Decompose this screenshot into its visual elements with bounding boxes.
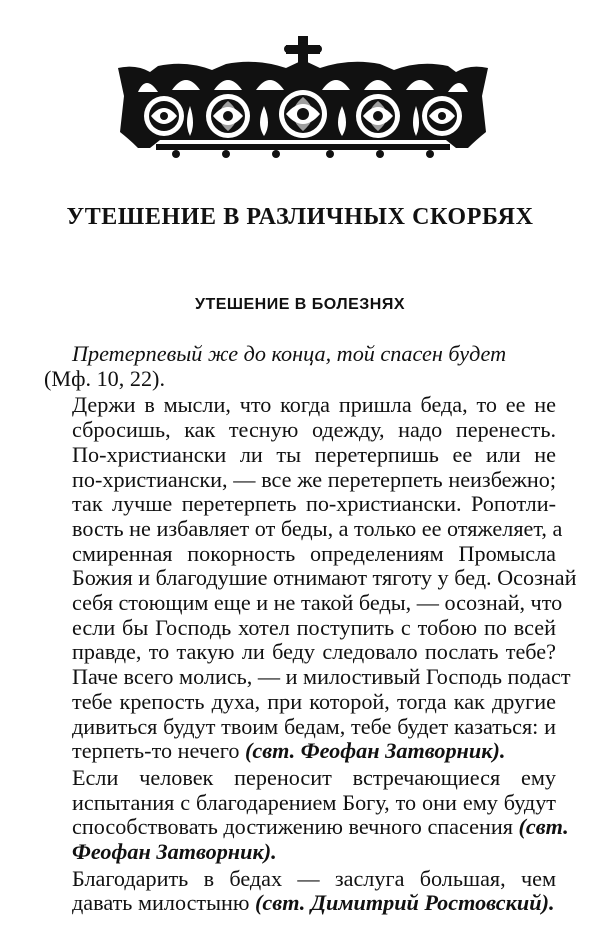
body-text [44,341,577,916]
text-line: дивиться будут твоим бедам, тебе будет казаться: и [72,713,556,739]
paragraph [44,392,577,764]
text-line: правде, то такую ли беду следовало послать тебе? [72,639,556,665]
text-line: тебе крепость духа, при которой, тогда как другие [72,688,556,714]
ornamental-headpiece [116,36,490,162]
text-fragment: давать милостыню [72,890,250,916]
text-line: Держи в мысли, что когда пришла беда, то ее не [72,392,556,418]
text-line: Если человек переносит встречающиеся ему [72,764,556,790]
section-title: УТЕШЕНИЕ В БОЛЕЗНЯХ [194,296,405,313]
text-line [44,840,556,865]
text-line: по-христиански, — все же перетерпеть неизбежно; [72,466,556,492]
text-line: испытания с благодарением Богу, то они ему будут [72,789,556,815]
text-fragment: способствовать достижению вечного спасения [72,814,513,840]
text-line: Благодарить в бедах — заслуга большая, чем [72,865,556,891]
chapter-title: УТЕШЕНИЕ В РАЗЛИЧНЫХ СКОРБЯХ [66,204,534,230]
citation: (свт. [518,814,569,840]
text-line [44,891,556,916]
text-line: сбросишь, как тесную одежду, надо перенесть. [72,417,556,443]
citation: Феофан Затворник). [72,839,277,865]
citation: (свт. Димитрий Ростовский). [255,890,555,916]
epigraph-reference: (Мф. 10, 22). [44,365,165,391]
book-page [44,0,577,938]
text-line: если бы Господь хотел поступить с тобою по всей [72,614,556,640]
citation: (свт. Феофан Затворник). [244,738,506,764]
text-line: себя стоющим еще и не такой беды, — осознай, что [72,590,563,616]
epigraph-quote: Претерпевый же до конца, той спасен будет [72,341,507,366]
text-line: вость не избавляет от беды, а только ее отяжеляет, а [72,515,563,541]
paragraph [44,764,569,865]
text-line: Паче всего молись, — и милостивый Господь подаст [72,664,571,690]
text-line [44,814,569,840]
text-line [44,739,556,764]
text-line: По-христиански ли ты перетерпишь ее или не [72,441,556,467]
epigraph-paragraph [44,342,556,391]
text-fragment: терпеть-то нечего [72,738,240,764]
text-line: Божия и благодушие отнимают тяготу у бед. Осознай [72,565,577,591]
text-line: смиренная покорность определениям Промысла [72,540,556,566]
text-line: так лучше перетерпеть по-христиански. Ропотли- [72,491,556,517]
paragraph [44,867,556,916]
